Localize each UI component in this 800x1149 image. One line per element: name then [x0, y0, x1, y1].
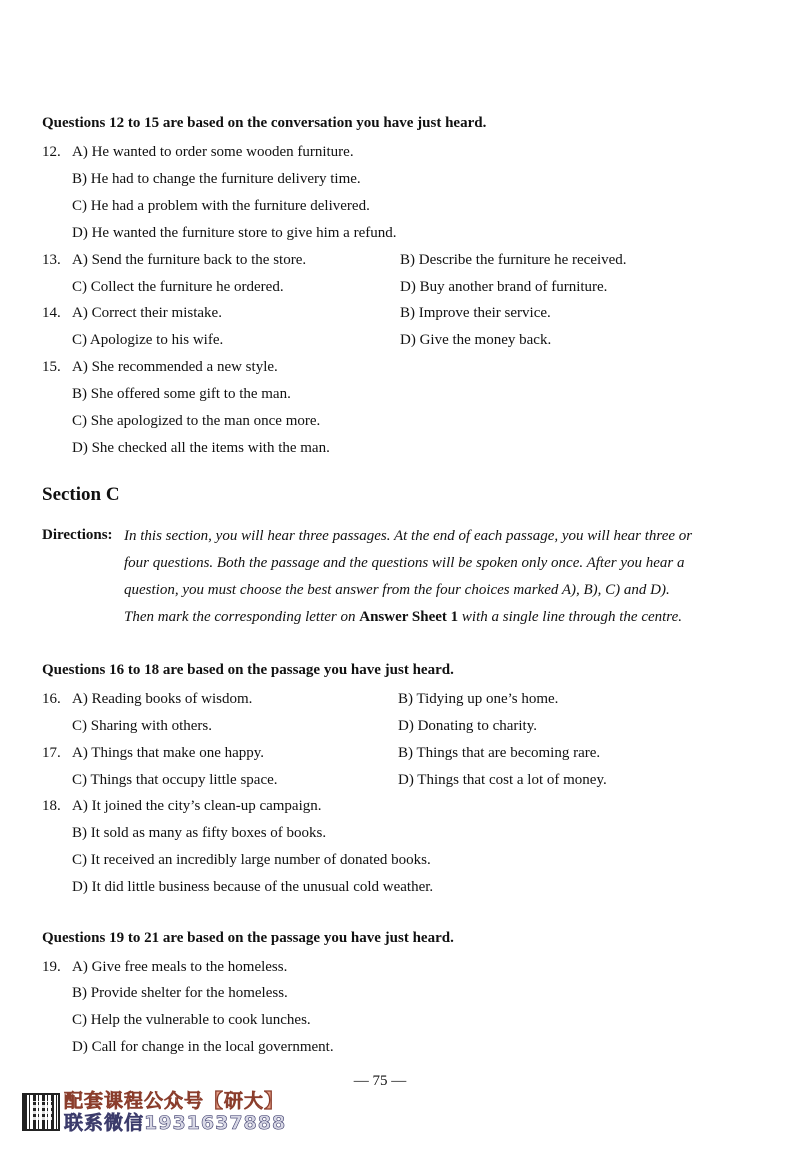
option-c: C) Collect the furniture he ordered.: [72, 279, 284, 295]
question-number: 17.: [42, 745, 61, 761]
directions-line-2: four questions. Both the passage and the questions will be spoken only once. After you hear a: [124, 555, 685, 571]
question-number: 12.: [42, 144, 61, 160]
watermark: [22, 1090, 286, 1134]
option-c: C) It received an incredibly large number of donated books.: [72, 852, 431, 868]
question-number: 13.: [42, 252, 61, 268]
option-c: C) Things that occupy little space.: [72, 772, 278, 788]
question-number: 15.: [42, 359, 61, 375]
option-d: D) Things that cost a lot of money.: [398, 772, 607, 788]
question-13-row2: [0, 276, 800, 298]
section-title: Section C: [42, 484, 120, 505]
option-d: D) It did little business because of the unusual cold weather.: [72, 879, 434, 895]
option-b: B) He had to change the furniture delivery time.: [72, 171, 361, 187]
question-number: 16.: [42, 691, 61, 707]
directions-line-4-end: with a single line through the centre.: [461, 609, 682, 625]
watermark-line-1: 配套课程公众号【研大】: [64, 1090, 285, 1112]
question-12: [0, 141, 800, 163]
option-a: A) Give free meals to the homeless.: [72, 959, 288, 975]
option-b: B) Things that are becoming rare.: [398, 745, 601, 761]
question-18: [0, 795, 800, 817]
question-16: [0, 688, 800, 710]
option-b: B) Tidying up one’s home.: [398, 691, 559, 707]
option-b: B) It sold as many as fifty boxes of books.: [72, 825, 327, 841]
group-heading-16-18: Questions 16 to 18 are based on the passage you have just heard.: [42, 662, 454, 678]
option-a: A) He wanted to order some wooden furniture.: [72, 144, 354, 160]
directions-line-3: question, you must choose the best answer from the four choices marked A), B), C) and D).: [124, 582, 670, 598]
directions-line-1: In this section, you will hear three passages. At the end of each passage, you will hear three or: [124, 528, 693, 544]
option-b: B) Describe the furniture he received.: [400, 252, 627, 268]
question-14: [0, 302, 800, 324]
question-13: [0, 249, 800, 271]
question-15: [0, 356, 800, 378]
option-c: C) Help the vulnerable to cook lunches.: [72, 1012, 311, 1028]
qr-code-icon: [22, 1093, 60, 1131]
directions-line-4-start: Then mark the corresponding letter on: [124, 609, 356, 625]
option-d: D) Buy another brand of furniture.: [400, 279, 608, 295]
option-a: A) She recommended a new style.: [72, 359, 278, 375]
group-heading-12-15: Questions 12 to 15 are based on the conversation you have just heard.: [42, 115, 487, 131]
option-c: C) Apologize to his wife.: [72, 332, 224, 348]
group-heading-19-21: Questions 19 to 21 are based on the passage you have just heard.: [42, 930, 454, 946]
option-c: C) She apologized to the man once more.: [72, 413, 321, 429]
option-d: D) Donating to charity.: [398, 718, 537, 734]
watermark-line-2: 联系微信1931637888: [64, 1112, 287, 1134]
watermark-text: [64, 1090, 286, 1134]
option-d: D) He wanted the furniture store to give him a refund.: [72, 225, 397, 241]
answer-sheet-label: Answer Sheet 1: [359, 609, 459, 625]
directions-line-4: [124, 609, 682, 626]
directions-label: Directions:: [42, 527, 113, 543]
option-c: C) Sharing with others.: [72, 718, 212, 734]
option-d: D) Give the money back.: [400, 332, 552, 348]
question-17: [0, 742, 800, 764]
page-number: — 75 —: [353, 1073, 407, 1089]
option-a: A) Reading books of wisdom.: [72, 691, 253, 707]
question-16-row2: [0, 715, 800, 737]
question-14-row2: [0, 329, 800, 351]
option-a: A) It joined the city’s clean-up campaign.: [72, 798, 322, 814]
option-b: B) Provide shelter for the homeless.: [72, 985, 288, 1001]
option-a: A) Send the furniture back to the store.: [72, 252, 307, 268]
question-number: 18.: [42, 798, 61, 814]
question-number: 14.: [42, 305, 61, 321]
option-a: A) Correct their mistake.: [72, 305, 222, 321]
question-number: 19.: [42, 959, 61, 975]
option-b: B) Improve their service.: [400, 305, 551, 321]
question-17-row2: [0, 769, 800, 791]
question-19: [0, 956, 800, 978]
option-d: D) Call for change in the local government.: [72, 1039, 334, 1055]
option-d: D) She checked all the items with the man.: [72, 440, 330, 456]
option-a: A) Things that make one happy.: [72, 745, 265, 761]
option-c: C) He had a problem with the furniture delivered.: [72, 198, 370, 214]
option-b: B) She offered some gift to the man.: [72, 386, 291, 402]
